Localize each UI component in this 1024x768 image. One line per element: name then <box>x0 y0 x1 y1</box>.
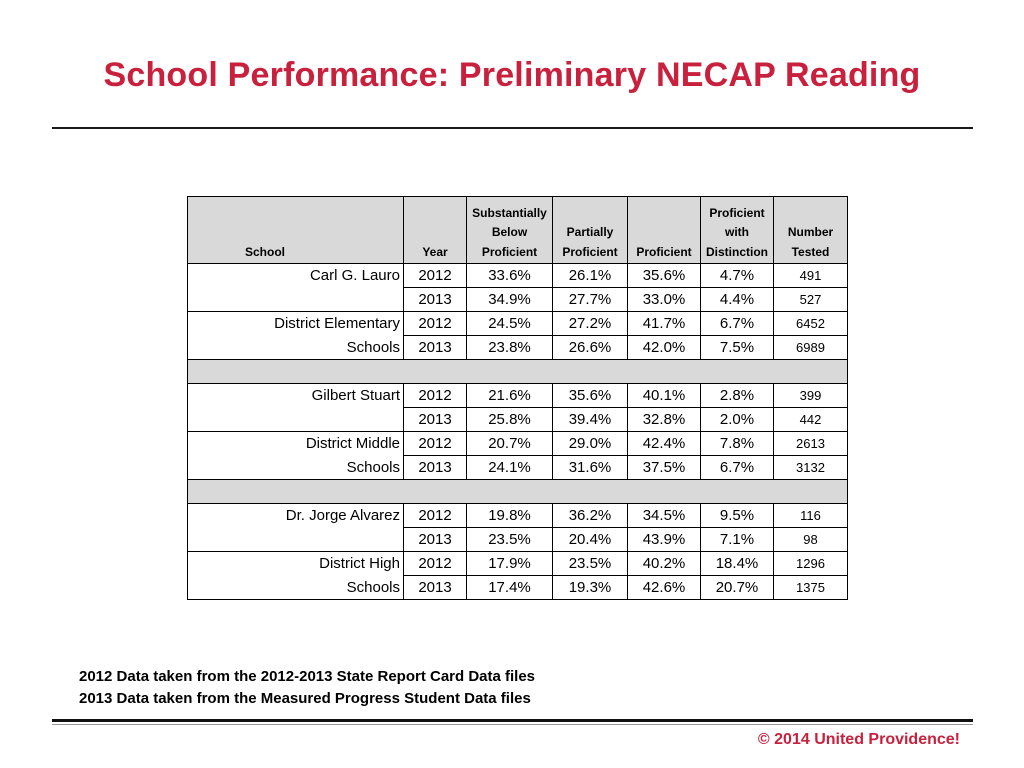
table-row <box>188 384 848 408</box>
footer-divider-thin <box>52 724 973 725</box>
header-number-tested: Number Tested <box>774 197 848 264</box>
number-tested-cell: 98 <box>774 528 848 552</box>
table-row <box>188 432 848 456</box>
number-tested-cell: 527 <box>774 288 848 312</box>
table-row <box>188 576 848 600</box>
substantially-below-cell: 17.4% <box>467 576 553 600</box>
partially-proficient-cell: 27.7% <box>553 288 628 312</box>
distinction-cell: 7.1% <box>701 528 774 552</box>
proficient-cell: 40.1% <box>628 384 701 408</box>
school-name-cell: Schools <box>188 456 404 480</box>
school-name-cell: District Elementary <box>188 312 404 336</box>
number-tested-cell: 116 <box>774 504 848 528</box>
partially-proficient-cell: 29.0% <box>553 432 628 456</box>
year-cell: 2012 <box>404 264 467 288</box>
number-tested-cell: 399 <box>774 384 848 408</box>
substantially-below-cell: 23.5% <box>467 528 553 552</box>
substantially-below-cell: 19.8% <box>467 504 553 528</box>
footer-divider <box>52 719 973 722</box>
school-name-cell: Carl G. Lauro <box>188 264 404 288</box>
year-cell: 2012 <box>404 312 467 336</box>
reading-performance-table <box>187 196 848 600</box>
header-substantially-below-proficient: Substantially Below Proficient <box>467 197 553 264</box>
distinction-cell: 2.0% <box>701 408 774 432</box>
group-separator-row <box>188 360 848 384</box>
table-header-row <box>188 197 848 264</box>
proficient-cell: 42.4% <box>628 432 701 456</box>
number-tested-cell: 491 <box>774 264 848 288</box>
slide-title: School Performance: Preliminary NECAP Reading <box>103 56 921 94</box>
substantially-below-cell: 17.9% <box>467 552 553 576</box>
number-tested-cell: 6452 <box>774 312 848 336</box>
table-row <box>188 456 848 480</box>
year-cell: 2012 <box>404 432 467 456</box>
footnotes <box>79 666 535 710</box>
table-row <box>188 528 848 552</box>
partially-proficient-cell: 26.1% <box>553 264 628 288</box>
school-name-cell <box>188 408 404 432</box>
distinction-cell: 4.4% <box>701 288 774 312</box>
school-name-cell <box>188 528 404 552</box>
table-row <box>188 504 848 528</box>
school-name-cell: Schools <box>188 336 404 360</box>
school-name-cell <box>188 288 404 312</box>
table-row <box>188 264 848 288</box>
year-cell: 2013 <box>404 576 467 600</box>
footnote-2012: 2012 Data taken from the 2012-2013 State Report Card Data files <box>79 668 536 685</box>
school-name-cell: Dr. Jorge Alvarez <box>188 504 404 528</box>
proficient-cell: 42.6% <box>628 576 701 600</box>
copyright-notice: © 2014 United Providence! <box>757 731 960 748</box>
number-tested-cell: 6989 <box>774 336 848 360</box>
partially-proficient-cell: 26.6% <box>553 336 628 360</box>
year-cell: 2013 <box>404 408 467 432</box>
proficient-cell: 33.0% <box>628 288 701 312</box>
number-tested-cell: 2613 <box>774 432 848 456</box>
proficient-cell: 43.9% <box>628 528 701 552</box>
number-tested-cell: 3132 <box>774 456 848 480</box>
distinction-cell: 6.7% <box>701 456 774 480</box>
number-tested-cell: 1296 <box>774 552 848 576</box>
header-school: School <box>188 197 404 264</box>
header-year: Year <box>404 197 467 264</box>
number-tested-cell: 1375 <box>774 576 848 600</box>
partially-proficient-cell: 27.2% <box>553 312 628 336</box>
partially-proficient-cell: 23.5% <box>553 552 628 576</box>
partially-proficient-cell: 39.4% <box>553 408 628 432</box>
table-row <box>188 336 848 360</box>
proficient-cell: 42.0% <box>628 336 701 360</box>
proficient-cell: 32.8% <box>628 408 701 432</box>
footnote-2013: 2013 Data taken from the Measured Progress Student Data files <box>79 690 531 707</box>
distinction-cell: 7.8% <box>701 432 774 456</box>
distinction-cell: 18.4% <box>701 552 774 576</box>
table-row <box>188 288 848 312</box>
group-separator-row <box>188 480 848 504</box>
table-body <box>188 264 848 600</box>
school-name-cell: Gilbert Stuart <box>188 384 404 408</box>
distinction-cell: 9.5% <box>701 504 774 528</box>
year-cell: 2012 <box>404 552 467 576</box>
header-partially-proficient: Partially Proficient <box>553 197 628 264</box>
separator-cell <box>188 360 848 384</box>
year-cell: 2013 <box>404 288 467 312</box>
substantially-below-cell: 33.6% <box>467 264 553 288</box>
substantially-below-cell: 23.8% <box>467 336 553 360</box>
substantially-below-cell: 20.7% <box>467 432 553 456</box>
distinction-cell: 7.5% <box>701 336 774 360</box>
substantially-below-cell: 34.9% <box>467 288 553 312</box>
school-name-cell: District Middle <box>188 432 404 456</box>
substantially-below-cell: 25.8% <box>467 408 553 432</box>
year-cell: 2013 <box>404 456 467 480</box>
year-cell: 2012 <box>404 504 467 528</box>
header-proficient-with-distinction: Proficient with Distinction <box>701 197 774 264</box>
partially-proficient-cell: 19.3% <box>553 576 628 600</box>
year-cell: 2013 <box>404 528 467 552</box>
substantially-below-cell: 24.1% <box>467 456 553 480</box>
distinction-cell: 2.8% <box>701 384 774 408</box>
table-row <box>188 408 848 432</box>
year-cell: 2012 <box>404 384 467 408</box>
partially-proficient-cell: 35.6% <box>553 384 628 408</box>
proficient-cell: 35.6% <box>628 264 701 288</box>
substantially-below-cell: 24.5% <box>467 312 553 336</box>
table-row <box>188 312 848 336</box>
proficient-cell: 41.7% <box>628 312 701 336</box>
table-row <box>188 552 848 576</box>
proficient-cell: 34.5% <box>628 504 701 528</box>
partially-proficient-cell: 20.4% <box>553 528 628 552</box>
separator-cell <box>188 480 848 504</box>
substantially-below-cell: 21.6% <box>467 384 553 408</box>
partially-proficient-cell: 36.2% <box>553 504 628 528</box>
distinction-cell: 4.7% <box>701 264 774 288</box>
number-tested-cell: 442 <box>774 408 848 432</box>
partially-proficient-cell: 31.6% <box>553 456 628 480</box>
proficient-cell: 40.2% <box>628 552 701 576</box>
proficient-cell: 37.5% <box>628 456 701 480</box>
year-cell: 2013 <box>404 336 467 360</box>
school-name-cell: Schools <box>188 576 404 600</box>
distinction-cell: 20.7% <box>701 576 774 600</box>
school-name-cell: District High <box>188 552 404 576</box>
title-divider <box>52 127 973 129</box>
header-proficient: Proficient <box>628 197 701 264</box>
distinction-cell: 6.7% <box>701 312 774 336</box>
